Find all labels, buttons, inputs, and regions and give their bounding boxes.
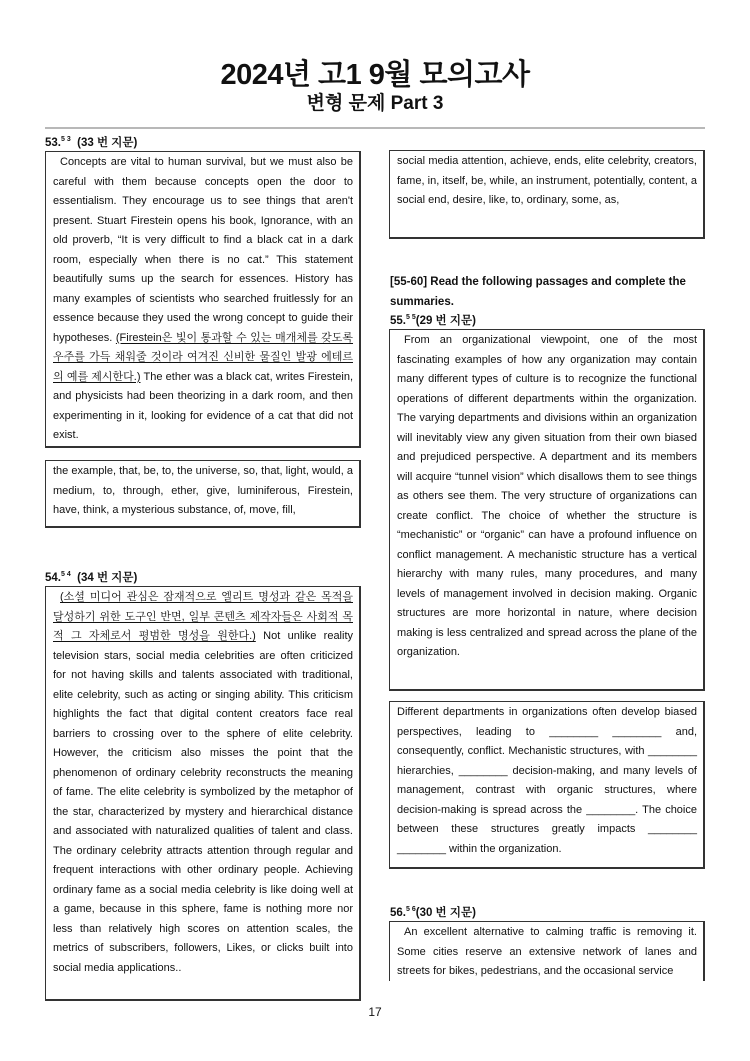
question-sup: 5 3 — [61, 136, 71, 144]
passage-text: The ether was a black cat, writes Firestein, and physicists had been theorizing in a dark room, and then experimenting in it, looking for evidence of a cat that did not exist. — [53, 370, 354, 441]
word-bank-text: social media attention, achieve, ends, elite celebrity, creators, fame, in, itself, be, while, an instrument, potentially, content, a social end, desire, like, to, ordinary, some, as, — [397, 155, 697, 206]
question-56-label — [390, 904, 476, 920]
question-number: 53. — [45, 137, 61, 149]
question-source: (30 번 지문) — [415, 907, 476, 919]
question-54-label — [45, 569, 137, 585]
question-number: 56. — [390, 907, 406, 919]
question-53-passage — [45, 151, 361, 448]
header-divider — [45, 127, 705, 129]
section-instruction: [55-60] Read the following passages and complete the summaries. — [390, 276, 686, 308]
passage-text: Concepts are vital to human survival, but we must also be careful with them because concepts open the door to essentialism. They encourage us to see things that aren't present. Stuart Firestein opens his book, Ignorance, with an old proverb, “It is very difficult to find a black cat in a dark room, especially when there is no cat.” This statement beautifully sums up the search for essences. History has many examples of scientists who searched fruitlessly for an essence because they used the wrong concept to guide their hypotheses. — [53, 156, 353, 344]
question-number: 55. — [390, 315, 406, 327]
page-number: 17 — [368, 1005, 382, 1019]
question-number: 54. — [45, 572, 61, 584]
passage-text: From an organizational viewpoint, one of the most fascinating examples of how any organization may contain many different types of culture is to recognize the functional operations of different departments within the organization. The varying departments and divisions within an organization will inevitably view any given situation from their own biased and prejudiced perspective. A department and its members will acquire “tunnel vision” which disallows them to see things as others see them. The very structure of organizations can create conflict. The choice of whether the structure is “mechanistic” or “organic” can have a profound influence on conflict management. A mechanistic structure has a vertical hierarchy with many rules, many procedures, and many levels of management involved in decision making. Organic structures are more horizontal in nature, where decision making is less centralized and spread across the plane of the organization. — [397, 334, 697, 658]
question-54-passage — [45, 586, 361, 1001]
passage-underlined-text: (소셜 미디어 관심은 잠재적으로 엘리트 명성과 같은 목적을 달성하기 위한 도구인 반면, 일부 콘텐츠 제작자들은 사회적 목적 그 자체로서 평범한 명성을 원한다.) — [53, 591, 353, 642]
question-56-passage — [389, 921, 705, 981]
question-source: (34 번 지문) — [77, 572, 138, 584]
question-53-word-bank — [45, 460, 361, 528]
question-source: (33 번 지문) — [77, 137, 138, 149]
question-53-label — [45, 134, 137, 150]
question-sup: 5 4 — [61, 571, 71, 579]
question-54-word-bank — [389, 150, 705, 239]
summary-text: Different departments in organizations often develop biased perspectives, leading to ________ ________ and, consequently, conflict. Mechanistic structures, with ________ hierarchies, ________ decision-making, and many levels of management, contrast with organic structures, where decision-making is spread across the ________. The choice between these structures greatly impacts ________ ________ within the organization. — [397, 706, 697, 855]
question-source: (29 번 지문) — [415, 315, 476, 327]
question-55-label — [390, 312, 476, 328]
word-bank-text: the example, that, be, to, the universe, so, that, light, would, a medium, to, through, ether, give, luminiferous, Firestein, have, think, a mysterious substance, of, move, fill, — [53, 465, 353, 516]
passage-text: An excellent alternative to calming traffic is removing it. Some cities reserve an extensive network of lanes and streets for bikes, pedestrians, and the occasional service — [397, 926, 697, 977]
question-sup: 5 5 — [406, 314, 416, 322]
passage-underlined-text: (Firestein은 빛이 통과할 수 있는 매개체를 갖도록 우주를 가득 채워줄 것이라 여겨진 신비한 물질인 발광 에테르의 예를 제시한다.) — [53, 331, 354, 383]
question-55-passage — [389, 329, 705, 691]
page-subtitle: 변형 문제 Part 3 — [306, 93, 444, 114]
passage-text: Not unlike reality television stars, social media celebrities are often criticized for not having skills and talents associated with traditional, elite celebrity, such as acting or singing ability. This criticism highlights the fact that digital content creators face real barriers to crossing over to the sphere of elite celebrity. However, the criticism also misses the point that the phenomenon of ordinary celebrity reconstructs the meaning of fame. The elite celebrity is symbolized by the metaphor of the star, characterized by mystery and hierarchical distance and associated with naturalized qualities of talent and class. The ordinary celebrity attracts attention through regular and frequent interactions with other ordinary people. Achieving ordinary fame as a social media celebrity is like doing well at a game, because in this sphere, fame is nothing more nor less than relatively high scores on attention scales, the metrics of subscribers, followers, Likes, or clicks built into social media applications.. — [53, 630, 354, 974]
page-title: 2024년 고1 9월 모의고사 — [220, 59, 530, 91]
question-55-summary — [389, 701, 705, 869]
question-sup: 5 6 — [406, 906, 416, 914]
